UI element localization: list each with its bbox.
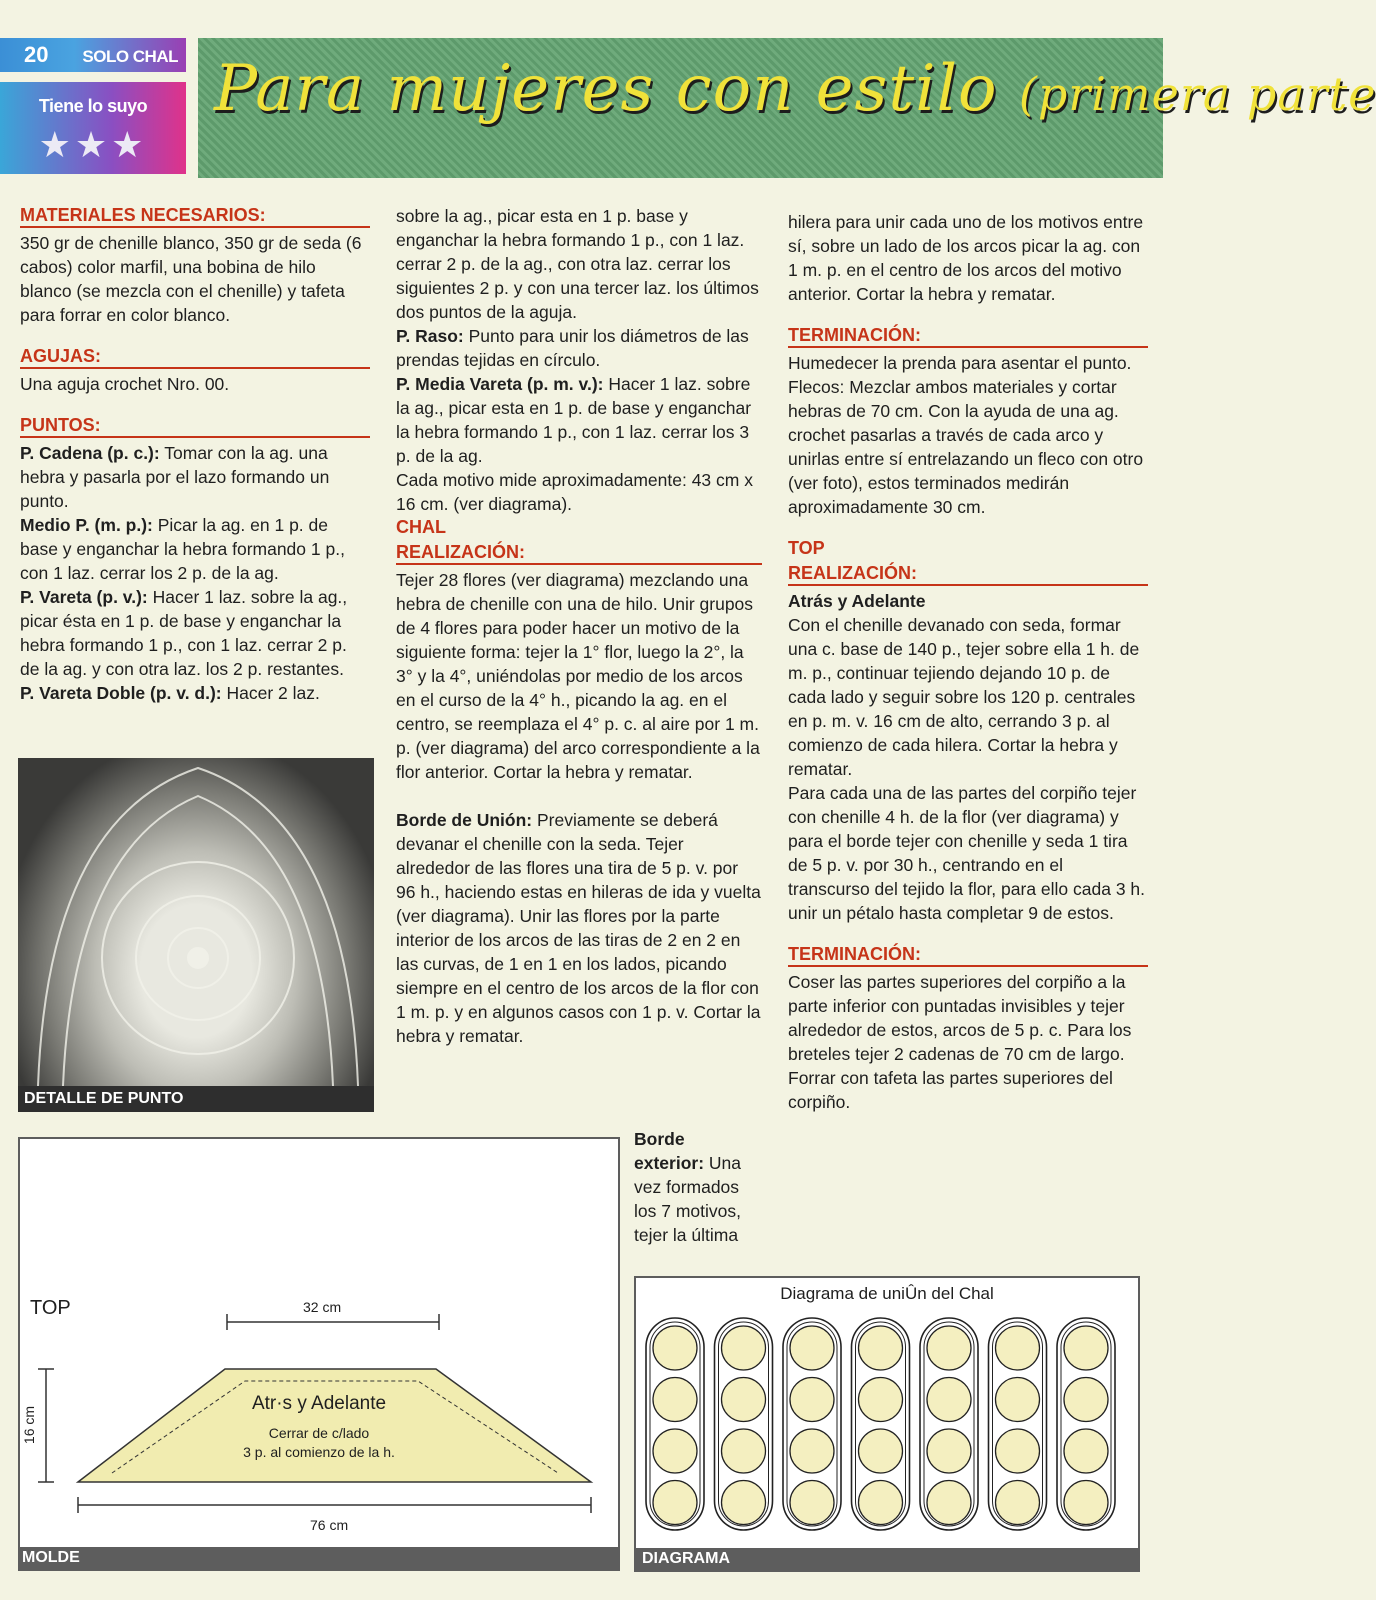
column-2 [396, 204, 762, 1048]
piece-note-2: 3 p. al comienzo de la h. [243, 1444, 395, 1460]
flower-circle [653, 1326, 697, 1370]
top-terminacion-heading: TERMINACIÓN: [788, 943, 1148, 967]
crochet-motif-illustration [18, 758, 374, 1086]
vareta-doble [20, 681, 370, 705]
corpino-text: Para cada una de las partes del corpiño tejer con chenille 4 h. de la flor (ver diagrama) y para el borde tejer con chenille y seda 1 tira de 5 p. v. por 30 h., centrando en el transcurso del tejido la flor, para ello cada 3 h. unir un pétalo hasta completar 9 de estos. [788, 783, 1146, 923]
term: P. Raso: [396, 326, 464, 346]
flower-circle [790, 1429, 834, 1473]
medio-punto [20, 513, 370, 585]
materiales-text: 350 gr de chenille blanco, 350 gr de seda (6 cabos) color marfil, una bobina de hilo blanco (se mezcla con el chenille) y tafeta para forrar en color blanco. [20, 233, 362, 325]
column-1 [20, 204, 370, 705]
diagrama-panel [634, 1276, 1140, 1572]
top-realizacion-heading: REALIZACIÓN: [788, 562, 1148, 586]
flower-circle [859, 1429, 903, 1473]
borde-exterior-continued: hilera para unir cada uno de los motivos entre sí, sobre un lado de los arcos picar la ag. con 1 m. p. en el centro de los arcos del motivo anterior. Cortar la hebra y rematar. [788, 212, 1144, 304]
definition: Hacer 1 laz. sobre la ag., picar ésta en 1 p. de base y enganchar la hebra formando 1 p., con 1 laz. cerrar 2 p. de la ag. y con otra laz. los 2 p. restantes. [20, 587, 348, 679]
flower-circle [927, 1481, 971, 1525]
photo-caption: DETALLE DE PUNTO [24, 1090, 184, 1107]
top-heading: TOP [788, 538, 825, 558]
piece-note-1: Cerrar de c/lado [268, 1425, 370, 1441]
flower-circle [722, 1429, 766, 1473]
flower-circle [1064, 1378, 1108, 1422]
page-number: 20 [24, 42, 49, 67]
flower-circle [927, 1326, 971, 1370]
title-main: Para mujeres con estilo [214, 52, 998, 126]
flower-circle [859, 1326, 903, 1370]
definition: Previamente se deberá devanar el chenille con la seda. Tejer alrededor de las flores una tira de 5 p. v. por 96 h., haciendo estas en hileras de ida y vuelta (ver diagrama). Unir las flores por la parte interior de los arcos de las tiras de 2 en 2 en las curvas, de 1 en 1 en los lados, picando siempre en el centro de los arcos de la flor con 1 m. p. y en algunos casos con 1 p. v. Cortar la hebra y rematar. [396, 810, 761, 1046]
width-top-label: 32 cm [303, 1299, 342, 1315]
diagrama-title: Diagrama de uniÛn del Chal [780, 1284, 994, 1303]
terminacion-text-2: Flecos: Mezclar ambos materiales y cortar hebras de 70 cm. Con la ayuda de una ag. crochet pasarlas a través de cada arco y unirlas entre sí entrelazando un fleco con otro (ver foto), estos terminados medirán aproximadamente 30 cm. [788, 377, 1144, 517]
borde-exterior [634, 1127, 758, 1247]
molde-pattern [20, 1139, 618, 1547]
flower-circle [790, 1481, 834, 1525]
definition: Punto para unir los diámetros de las prendas tejidas en círculo. [396, 326, 749, 370]
agujas-heading: AGUJAS: [20, 345, 370, 369]
term: P. Cadena (p. c.): [20, 443, 160, 463]
flower-circle [653, 1378, 697, 1422]
punto-vareta [20, 585, 370, 681]
molde-top-label: TOP [30, 1297, 71, 1319]
star-icon: ★★★ [38, 124, 148, 165]
flower-circle [996, 1481, 1040, 1525]
detail-photo [18, 758, 374, 1112]
title-banner [198, 38, 1376, 178]
flower-circle [790, 1378, 834, 1422]
motivo-size: Cada motivo mide aproximadamente: 43 cm x 16 cm. (ver diagrama). [396, 470, 753, 514]
width-bottom-label: 76 cm [310, 1517, 349, 1533]
puntos-heading: PUNTOS: [20, 414, 370, 438]
terminacion-heading: TERMINACIÓN: [788, 324, 1148, 348]
title-suffix: (primera parte [1018, 67, 1376, 121]
crochet-photo [18, 758, 374, 1086]
page-tag [0, 38, 186, 72]
term: Medio P. (m. p.): [20, 515, 153, 535]
diagrama-caption: DIAGRAMA [636, 1548, 1138, 1570]
flower-circle [996, 1429, 1040, 1473]
flower-circle [653, 1481, 697, 1525]
definition: Hacer 2 laz. [221, 683, 320, 703]
definition: Una vez formados los 7 motivos, tejer la última [634, 1153, 741, 1245]
magazine-name: SOLO CHAL [82, 47, 178, 66]
borde-union [396, 808, 762, 1048]
chal-realizacion-heading: REALIZACIÓN: [396, 541, 762, 565]
term: P. Vareta Doble (p. v. d.): [20, 683, 222, 703]
flower-circle [653, 1429, 697, 1473]
punto-media-vareta [396, 372, 762, 468]
flower-circle [859, 1378, 903, 1422]
chal-heading: CHAL [396, 517, 446, 537]
piece-title: Atr·s y Adelante [251, 1393, 387, 1414]
term: Borde exterior: [634, 1129, 705, 1173]
atras-adelante-heading: Atrás y Adelante [788, 591, 926, 611]
molde-panel [18, 1137, 620, 1571]
page-title [214, 52, 1376, 126]
column-3 [788, 210, 1148, 1114]
union-diagram [636, 1278, 1138, 1540]
flower-circle [722, 1481, 766, 1525]
term: P. Media Vareta (p. m. v.): [396, 374, 604, 394]
flower-circle [927, 1378, 971, 1422]
term: Borde de Unión: [396, 810, 533, 830]
height-label: 16 cm [21, 1405, 38, 1445]
punto-cadena [20, 441, 370, 513]
flower-circle [722, 1378, 766, 1422]
definition: Picar la ag. en 1 p. de base y enganchar la hebra formando 1 p., con 1 laz. cerrar los 2 p. de la ag. [20, 515, 345, 583]
flower-circle [996, 1326, 1040, 1370]
chal-realizacion-text: Tejer 28 flores (ver diagrama) mezclando una hebra de chenille con una de hilo. Unir grupos de 4 flores para poder hacer un motivo de la siguiente forma: tejer la 1° flor, luego la 2°, la 3° y la 4°, uniéndolas por medio de los arcos en el curso de la 4° h., picando la ag. en el centro, se reemplaza el 4° p. c. al aire por 1 m. p. (ver diagrama) del arco correspondiente a la flor anterior. Cortar la hebra y rematar. [396, 570, 760, 782]
punto-raso [396, 324, 762, 372]
flower-circle [1064, 1481, 1108, 1525]
flower-circle [859, 1481, 903, 1525]
vareta-doble-continued: sobre la ag., picar esta en 1 p. base y enganchar la hebra formando 1 p., con 1 laz. cerrar 2 p. de la ag., con otra laz. cerrar los siguientes 2 p. y con una tercer laz. los últimos dos puntos de la aguja. [396, 206, 759, 322]
flower-circle [996, 1378, 1040, 1422]
flower-circle [790, 1326, 834, 1370]
definition: Hacer 1 laz. sobre la ag., picar esta en 1 p. de base y enganchar la hebra formando 1 p., con 1 laz. cerrar los 3 p. de la ag. [396, 374, 752, 466]
difficulty-tag [0, 82, 186, 174]
definition: Tomar con la ag. una hebra y pasarla por el lazo formando un punto. [20, 443, 330, 511]
atras-adelante-text: Con el chenille devanado con seda, formar una c. base de 140 p., tejer sobre ella 1 h. de m. p., continuar tejiendo dejando 10 p. de cada lado y seguir sobre los 120 p. centrales en p. m. v. 16 cm de alto, cerrando 3 p. al comienzo de cada hilera. Cortar la hebra y rematar. [788, 615, 1140, 779]
flower-circle [722, 1326, 766, 1370]
terminacion-text-1: Humedecer la prenda para asentar el punto. [788, 353, 1132, 373]
difficulty-label: Tiene lo suyo [38, 96, 148, 116]
materiales-heading: MATERIALES NECESARIOS: [20, 204, 370, 228]
flower-circle [927, 1429, 971, 1473]
flower-circle [1064, 1429, 1108, 1473]
term: P. Vareta (p. v.): [20, 587, 148, 607]
agujas-text: Una aguja crochet Nro. 00. [20, 374, 230, 394]
top-terminacion-text: Coser las partes superiores del corpiño a la parte inferior con puntadas invisibles y tejer alrededor de estos, arcos de 5 p. c. Para los breteles tejer 2 cadenas de 70 cm de largo. Forrar con tafeta las partes superiores del corpiño. [788, 972, 1132, 1112]
molde-caption: MOLDE [20, 1547, 618, 1569]
flower-circle [1064, 1326, 1108, 1370]
